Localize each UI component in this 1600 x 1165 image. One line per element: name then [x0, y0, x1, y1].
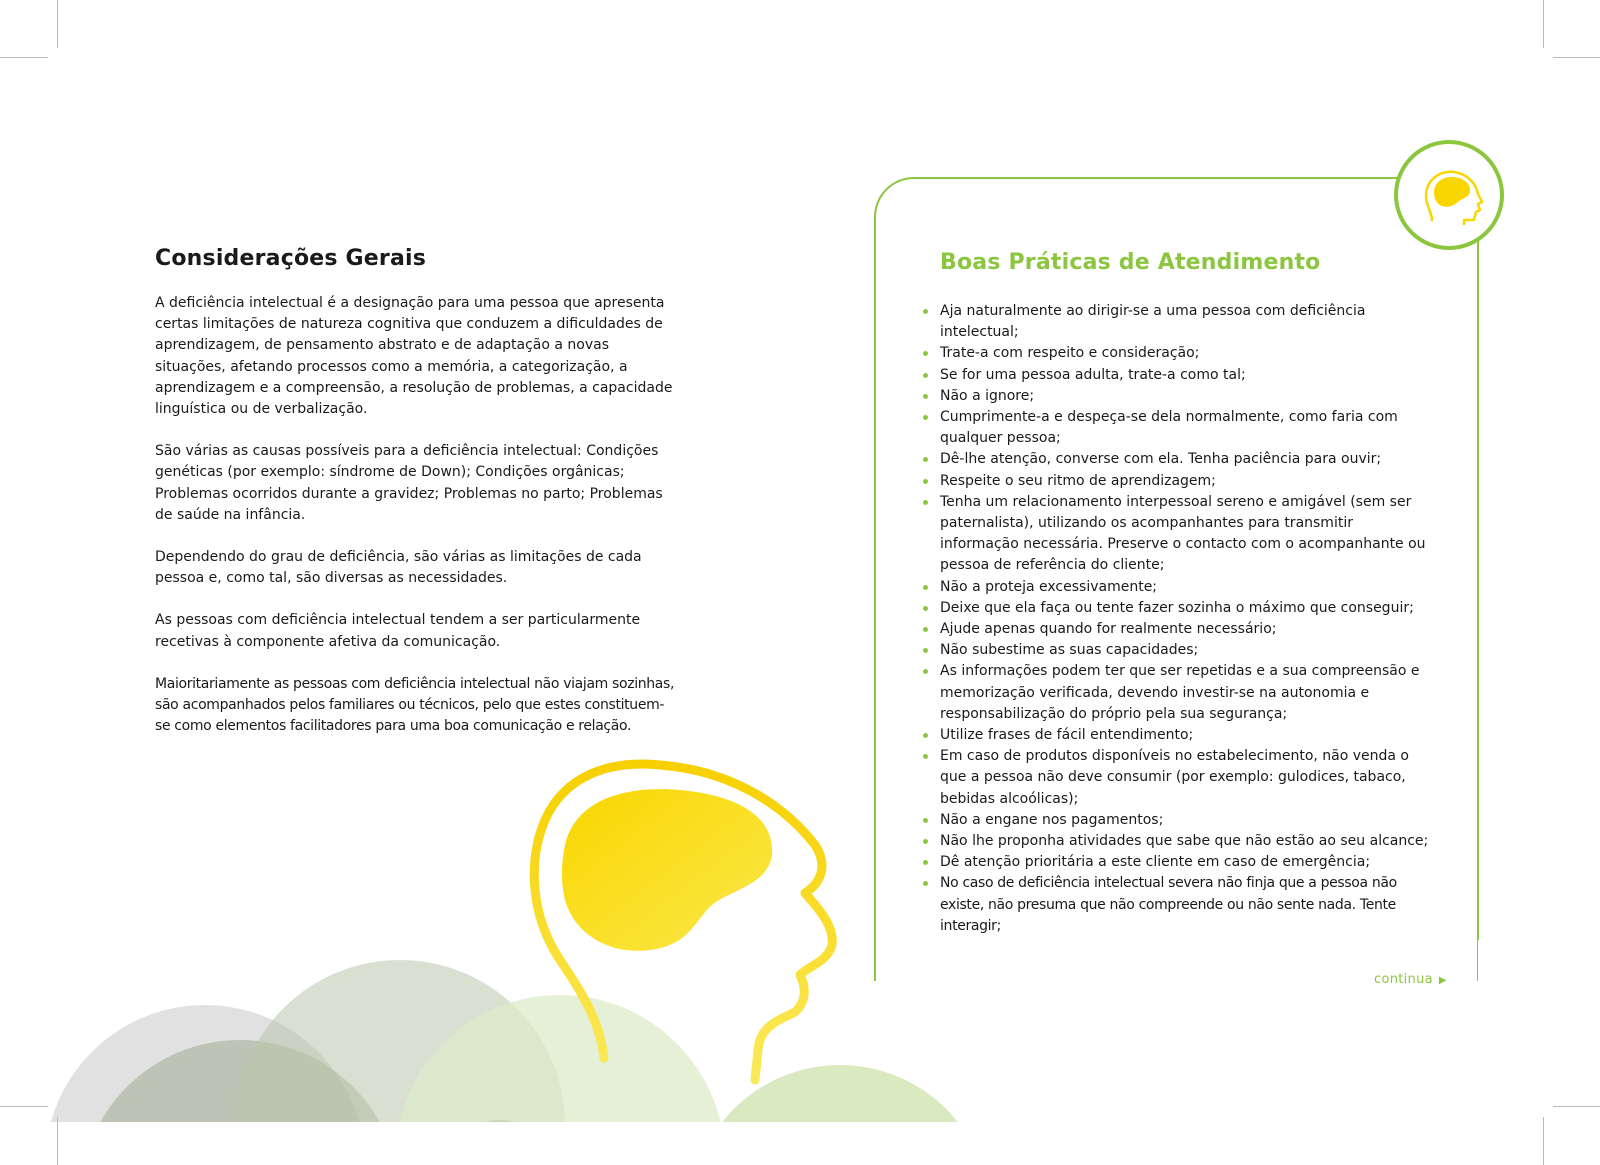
brain-shape [562, 789, 772, 951]
best-practices-list [922, 301, 1432, 937]
list-item: Cumprimente-a e despeça-se dela normalmente, como faria com qualquer pessoa; [922, 407, 1432, 449]
best-practices-title: Boas Práticas de Atendimento [940, 250, 1321, 275]
paragraph: As pessoas com deficiência intelectual tendem a ser particularmente recetivas à componente afetiva da comunicação. [155, 612, 641, 650]
continue-link[interactable] [1374, 972, 1447, 987]
list-item: Aja naturalmente ao dirigir-se a uma pessoa com deficiência intelectual; [922, 301, 1432, 343]
paragraph: A deficiência intelectual é a designação para uma pessoa que apresenta certas limitações de natureza cognitiva que conduzem a dificuldades de aprendizagem, de pensamento abstrato e de adaptação a novas situações, afetando processos como a memória, a categorização, a aprendizagem e a compreensão, a resolução de problemas, a capacidade linguística ou de verbalização. [155, 295, 673, 418]
paragraph: São várias as causas possíveis para a deficiência intelectual: Condições genéticas (por exemplo: síndrome de Down); Condições orgânicas; Problemas ocorridos durante a gravidez; Problemas no parto; Problemas de saúde na infância. [155, 443, 663, 523]
head-badge [1394, 140, 1504, 250]
list-item: Não subestime as suas capacidades; [922, 640, 1432, 661]
list-item: Trate-a com respeito e consideração; [922, 343, 1432, 364]
list-item: Se for uma pessoa adulta, trate-a como tal; [922, 365, 1432, 386]
list-item: Respeite o seu ritmo de aprendizagem; [922, 471, 1432, 492]
list-item: As informações podem ter que ser repetidas e a sua compreensão e memorização verificada, devendo investir-se na autonomia e responsabilização do próprio pela sua segurança; [922, 661, 1432, 725]
list-item: Não lhe proponha atividades que sabe que não estão ao seu alcance; [922, 831, 1432, 852]
list-item: Dê atenção prioritária a este cliente em caso de emergência; [922, 852, 1432, 873]
list-item: Tenha um relacionamento interpessoal sereno e amigável (sem ser paternalista), utilizando os acompanhantes para transmitir informação necessária. Preserve o contacto com o acompanhante ou pessoa de referência do cliente; [922, 492, 1432, 577]
list-item: Não a ignore; [922, 386, 1432, 407]
decor-circle [440, 1120, 560, 1165]
paragraph: Dependendo do grau de deficiência, são várias as limitações de cada pessoa e, como tal, são diversas as necessidades. [155, 549, 642, 587]
head-icon [1398, 144, 1500, 246]
list-item: Não a proteja excessivamente; [922, 577, 1432, 598]
play-arrow-icon: ▶ [1438, 975, 1447, 986]
decor-circle [690, 1065, 990, 1165]
list-item: Não a engane nos pagamentos; [922, 810, 1432, 831]
list-item: Ajude apenas quando for realmente necessário; [922, 619, 1432, 640]
list-item: Deixe que ela faça ou tente fazer sozinha o máximo que conseguir; [922, 598, 1432, 619]
general-considerations-section [155, 246, 675, 758]
paragraph: Maioritariamente as pessoas com deficiência intelectual não viajam sozinhas, são acompanhados pelos familiares ou técnicos, pelo que estes constituem-se como elementos facilitadores para uma boa comunicação e relação. [155, 675, 675, 735]
frame-gap [1478, 940, 1486, 1000]
list-item: Em caso de produtos disponíveis no estabelecimento, não venda o que a pessoa não deve consumir (por exemplo: gulodices, tabaco, bebidas alcoólicas); [922, 746, 1432, 810]
continue-label: continua [1374, 972, 1433, 987]
section-title: Considerações Gerais [155, 246, 427, 271]
list-item: No caso de deficiência intelectual severa não finja que a pessoa não existe, não presuma que não compreende ou não sente nada. Tente interagir; [922, 873, 1432, 937]
list-item: Dê-lhe atenção, converse com ela. Tenha paciência para ouvir; [922, 449, 1432, 470]
list-item: Utilize frases de fácil entendimento; [922, 725, 1432, 746]
